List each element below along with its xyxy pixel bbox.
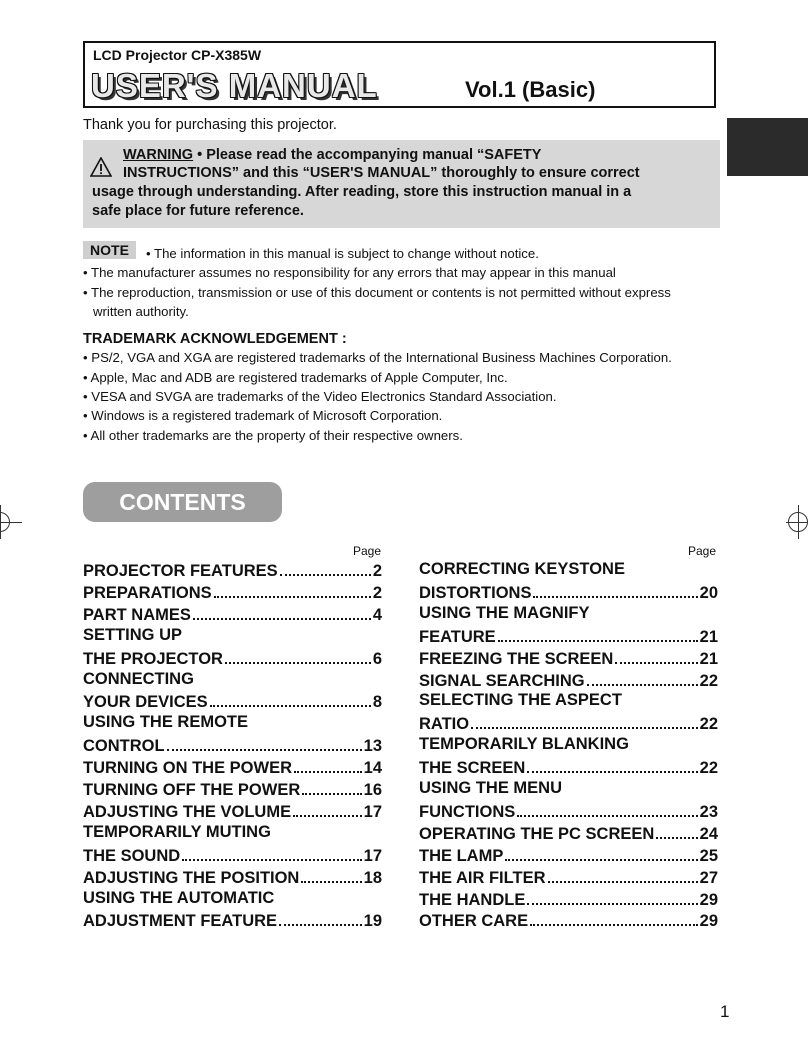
toc-entry-title: USING THE REMOTE [83,713,249,732]
toc-entry-page: 4 [372,605,382,624]
toc-entry [83,823,382,845]
toc-entry-title: PREPARATIONS [83,583,212,602]
toc-entry [419,889,718,911]
toc-entry [83,582,382,604]
thanks-text: Thank you for purchasing this projector. [83,117,337,133]
section-tab-marker [727,118,808,176]
toc-entry-page: 17 [363,846,382,865]
warning-line-3: usage through understanding. After reading, store this instruction manual in a [92,184,632,200]
toc-leader-dots [193,604,371,620]
trademark-item: • VESA and SVGA are trademarks of the Video Electronics Standard Association. [83,389,557,404]
toc-entry [419,779,718,801]
toc-entry [419,648,718,670]
warning-line-1-text: • Please read the accompanying manual “SAFETY [193,147,542,163]
toc-entry [419,691,718,713]
toc-leader-dots [527,757,697,773]
toc-entry-page: 17 [363,802,382,821]
volume-label: Vol.1 (Basic) [465,77,596,102]
toc-leader-dots [294,757,362,773]
toc-entry [419,867,718,889]
toc-entry-page: 23 [699,802,718,821]
toc-entry-page: 14 [363,759,382,778]
manual-title: USER'S MANUAL [91,67,378,104]
toc-entry-page: 29 [699,890,718,909]
toc-entry [419,670,718,692]
toc-leader-dots [527,889,697,905]
toc-entry-page: 22 [699,759,718,778]
toc-leader-dots [505,845,697,861]
toc-entry [419,626,718,648]
toc-leader-dots [279,910,362,926]
toc-entry-title: FUNCTIONS [419,802,516,821]
toc-entry [83,867,382,889]
warning-box [83,140,720,228]
toc-leader-dots [656,823,697,839]
toc-entry [419,757,718,779]
note-item: written authority. [93,304,189,319]
toc-entry-page: 22 [699,715,718,734]
toc-leader-dots [548,867,698,883]
toc-entry-title: SELECTING THE ASPECT [419,691,622,710]
toc-leader-dots [530,910,698,926]
toc-entry-page: 24 [699,824,718,843]
toc-entry-title: CONNECTING [83,669,194,688]
toc-entry-title: THE SOUND [83,846,181,865]
page-column-label-left: Page [353,544,382,558]
toc-entry [83,560,382,582]
toc-entry [83,889,382,911]
warning-line-4: safe place for future reference. [92,203,304,219]
toc-entry-title: USING THE AUTOMATIC [83,888,275,907]
toc-entry-title: USING THE MAGNIFY [419,603,590,622]
toc-entry-title: THE HANDLE [419,890,526,909]
toc-entry-page: 25 [699,846,718,865]
trademark-item: • All other trademarks are the property of their respective owners. [83,428,463,443]
toc-leader-dots [302,779,361,795]
toc-entry-title: YOUR DEVICES [83,693,208,712]
toc-entry [83,845,382,867]
toc-leader-dots [167,735,362,751]
toc-entry-title: OPERATING THE PC SCREEN [419,824,655,843]
toc-leader-dots [301,867,361,883]
warning-line-1 [123,147,541,163]
toc-entry [419,604,718,626]
toc-entry-page: 2 [372,583,382,602]
toc-entry-page: 21 [699,627,718,646]
toc-entry [419,560,718,582]
registration-mark-left-v [0,505,1,539]
toc-entry-title: RATIO [419,715,470,734]
product-name: LCD Projector CP-X385W [93,47,262,63]
toc-leader-dots [533,582,697,598]
toc-entry [83,691,382,713]
toc-leader-dots [182,845,361,861]
toc-entry-title: TURNING OFF THE POWER [83,781,301,799]
toc-entry-page: 2 [372,562,382,580]
trademark-item: • PS/2, VGA and XGA are registered trademarks of the International Business Machines Corporation. [83,350,672,365]
warning-word: WARNING [123,147,194,163]
toc-entry [83,735,382,757]
toc-leader-dots [225,648,371,664]
toc-entry-title: USING THE MENU [419,779,563,797]
toc-entry-title: ADJUSTING THE VOLUME [83,802,292,821]
toc-entry-page: 27 [699,868,718,887]
contents-heading: CONTENTS [83,482,282,522]
toc-entry-title: CONTROL [83,737,165,756]
note-badge: NOTE [83,241,136,259]
toc-entry-title: THE PROJECTOR [83,649,223,668]
toc-entry [83,757,382,779]
toc-leader-dots [471,713,698,729]
toc-entry-title: DISTORTIONS [419,583,532,602]
note-item: • The information in this manual is subject to change without notice. [146,246,539,261]
toc-entry [83,910,382,932]
toc-entry-page: 18 [363,868,382,887]
toc-entry [83,670,382,692]
toc-entry-title: OTHER CARE [419,912,529,931]
manual-header-box [83,41,716,108]
toc-entry-page: 8 [372,693,382,712]
registration-circle-left [0,512,10,532]
page-column-label-right: Page [688,544,717,558]
toc-entry-title: PART NAMES [83,605,191,624]
note-item: • The manufacturer assumes no responsibility for any errors that may appear in this manual [83,265,616,280]
toc-entry-page: 20 [699,583,718,602]
toc-entry-title: SIGNAL SEARCHING [419,671,585,690]
toc-entry [419,910,718,932]
toc-entry-title: TEMPORARILY BLANKING [419,735,629,754]
toc-entry [83,779,382,801]
toc-entry-title: THE LAMP [419,846,504,865]
toc-leader-dots [517,801,697,817]
toc-entry-title: FEATURE [419,627,496,646]
note-item: • The reproduction, transmission or use of this document or contents is not permitted without express [83,285,671,300]
toc-entry [83,626,382,648]
toc-entry [83,713,382,735]
toc-entry-title: ADJUSTMENT FEATURE [83,912,278,931]
toc-entry [83,648,382,670]
trademark-item: • Windows is a registered trademark of Microsoft Corporation. [83,408,443,423]
toc-entry-page: 22 [699,671,718,690]
toc-entry [419,582,718,604]
warning-triangle-icon [90,157,112,177]
toc-entry-page: 29 [699,912,718,931]
toc-entry-title: PROJECTOR FEATURES [83,562,278,580]
toc-leader-dots [293,801,362,817]
toc-entry [419,801,718,823]
toc-entry-page: 21 [699,649,718,668]
toc-leader-dots [210,691,371,707]
toc-entry-title: FREEZING THE SCREEN [419,649,614,668]
toc-leader-dots [498,626,698,642]
toc-entry-title: TURNING ON THE POWER [83,759,292,778]
warning-line-2: INSTRUCTIONS” and this “USER'S MANUAL” thoroughly to ensure correct [123,165,640,181]
toc-entry-title: THE SCREEN [419,759,526,778]
toc-entry [83,604,382,626]
toc-entry-title: CORRECTING KEYSTONE [419,560,625,578]
toc-entry-title: SETTING UP [83,625,183,644]
toc-entry-page: 16 [363,781,382,799]
toc-leader-dots [214,582,371,598]
toc-entry [419,713,718,735]
toc-entry-title: THE AIR FILTER [419,868,546,887]
registration-mark-right-v [798,505,799,539]
toc-entry-title: ADJUSTING THE POSITION [83,868,300,887]
toc-leader-dots [615,648,697,664]
toc-entry-page: 13 [363,737,382,756]
trademark-title: TRADEMARK ACKNOWLEDGEMENT : [83,331,347,347]
toc-entry-title: TEMPORARILY MUTING [83,822,271,841]
trademark-item: • Apple, Mac and ADB are registered trademarks of Apple Computer, Inc. [83,370,508,385]
toc-entry [83,801,382,823]
toc-entry-page: 6 [372,649,382,668]
toc-leader-dots [587,670,698,686]
toc-entry [419,735,718,757]
toc-leader-dots [280,560,371,576]
toc-entry [419,845,718,867]
toc-entry [419,823,718,845]
toc-entry-page: 19 [363,912,382,931]
page-number: 1 [720,1002,730,1021]
